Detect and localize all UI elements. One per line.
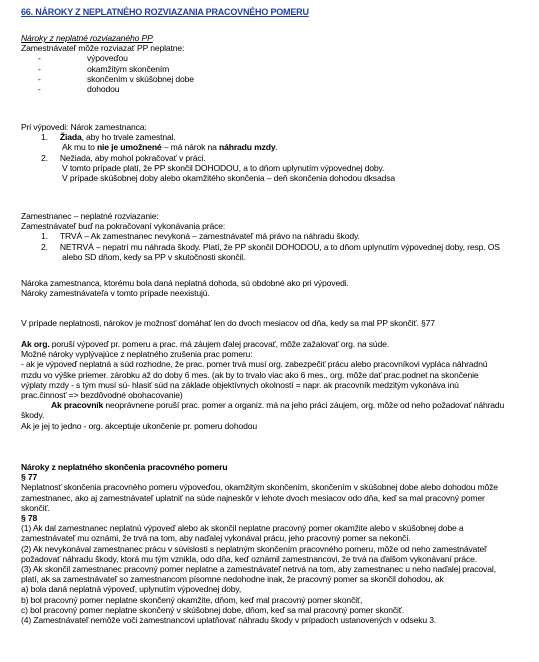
paragraph-line: platí, ak sa zamestnávateľ so zamestnancom písomne nedohodne inak, že pracovný pomer sa skončil dohodou, ak [21,574,444,585]
paragraph-line: prac.činnosť => bezdôvodné obohacovanie) [21,390,183,401]
paragraph-line: (2) Ak nevykonával zamestnanec prácu v súvislosti s neplatným skončením pracovného pomeru, môže od neho zamestnávateľ [21,543,487,554]
paragraph-line: výplaty mzdy - s tým musí sú- hlasiť súd na základe objektívnych okolností = napr. ak pracovník medzitým vykonáva inú [21,379,459,390]
paragraph-number: § 78 [21,513,38,524]
paragraph-line: c) bol pracovný pomer neplatne skončený v skúšobnej dobe, dňom, keď sa mal pracovný pomer skončiť. [21,604,405,615]
paragraph-line: V prípade neplatnosti, nárokov je možnosť domáhať len do dvoch mesiacov od dňa, kedy sa mal PP skončiť. §77 [21,318,435,328]
section-heading: Nároky z neplatného skončenia pracovného pomeru [21,462,228,472]
paragraph-line: - ak je výpoveď neplatná a súd rozhodne, že prac. pomer trvá musí org. zabezpečiť prácu alebo pracovníkovi vypláca náhradnú [21,359,488,370]
list-item: - skončením v skúšobnej dobe [38,73,194,84]
list-item-continuation: V prípade skúšobnej doby alebo okamžitého skončenia – deň skončenia dohodou dksadsa [62,173,395,184]
paragraph-line: zamestnávateľ mu oznámi, že trvá na tom, aby naďalej vykonával prácu, jeho pracovný pomer sa nekončí. [21,533,411,544]
paragraph-line: Ak je jej to jedno - org. akceptuje ukončenie pr. pomeru dohodou [21,420,257,431]
section-agreement [21,278,531,298]
paragraph-line: (4) Zamestnávateľ nemôže voči zamestnancovi uplatňovať náhradu škody v prípadoch ustanovených v odseku 3. [21,615,437,626]
list-item-continuation: alebo SD dňom, kedy sa PP v skutočnosti skončil. [62,251,246,262]
list-item-continuation: V tomto prípade platí, že PP skončil DOHODOU, a to dňom uplynutím výpovednej doby. [62,162,385,173]
section-intro: Pri výpovedi: Nárok zamestnanca: [21,122,147,132]
paragraph-line: požadovať náhradu škody, ktorá mu tým vznikla, odo dňa, keď oznámil zamestnancovi, že trvá na ďalšom vykonávaní práce. [21,553,477,564]
list-item: 1. Žiada, aby ho trvale zamestnal. [41,132,176,143]
paragraph-line: Možné nároky vyplývajúce z neplatného zrušenia prac pomeru: [21,349,253,360]
paragraph-line: Nároka zamestnanca, ktorému bola daná neplatná dohoda, sú obdobné ako pri výpovedi. [21,278,349,288]
paragraph-line: škody. [21,410,45,421]
list-item: - výpoveďou [38,53,128,64]
list-item: 1. TRVÁ – Ak zamestnanec nevykoná – zamestnávateľ má právo na náhradu škody. [41,231,360,242]
section-notice-claims [21,122,531,183]
paragraph-line: zamestnanec, ako aj zamestnávateľ uplatniť na súde najneskôr v lehote dvoch mesiacov odo dňa, keď sa mal pracovný pomer [21,492,485,503]
paragraph-line: Neplatnosť skončenia pracovného pomeru výpoveďou, okamžitým skončením, skončením v skúšobnej dobe alebo dohodou môže [21,482,498,493]
paragraph-line: Zamestnanec – neplatné rozviazanie: [21,211,159,221]
paragraph-line: Ak org. poruší výpoveď pr. pomeru a prac. má záujem ďalej pracovať, môže zažalovať org. na súde. [21,339,390,349]
paragraph-line: a) bola daná neplatná výpoveď, uplynutím výpovednej doby, [21,584,242,595]
page-title: 66. NÁROKY Z NEPLATNÉHO ROZVIAZANIA PRACOVNÉHO POMERU [21,7,309,17]
paragraph-line: (1) Ak dal zamestnanec neplatnú výpoveď alebo ak skončil neplatne pracovný pomer okamžite alebo v skúšobnej dobe a [21,523,464,534]
paragraph-number: § 77 [21,472,38,483]
paragraph-line: mzdu vo výške priemer. zárobku až do doby 6 mes. (ak by to trvalo viac ako 6 mes., org. môže dať prac.podnet na skončenie [21,369,479,380]
paragraph-line: (3) Ak skončil zamestnanec pracovný pomer neplatne a zamestnávateľ netrvá na tom, aby zamestnanec u neho naďalej pracoval, [21,564,496,575]
list-item: 2. NETRVÁ – nepatrí mu náhrada škody. Platí, že PP skončil DOHODOU, a to dňom uplynutím výpovednej doby, resp. OS [41,241,500,252]
list-item: - dohodou [38,84,120,95]
section-deadline [21,318,531,328]
list-item: 2. Nežiada, aby mohol pokračovať v práci. [41,152,206,163]
section-org-violation [21,339,531,431]
section-heading: Nároky z neplatné rozviazaného PP [21,33,153,43]
list-item: - okamžitým skončením [38,63,170,74]
paragraph-line: Ak pracovník neoprávnene poruší prac. pomer a organiz. má na jeho práci záujem, org. môže od neho požadovať náhradu [51,400,505,411]
section-intro: Zamestnávateľ môže rozviazať PP neplatne: [21,43,185,54]
paragraph-line: b) bol pracovný pomer neplatne skončený okamžite, dňom, keď mal pracovný pomer skončiť, [21,594,363,605]
section-invalid-termination [21,33,531,94]
paragraph-line: Zamestnávateľ buď na pokračovaní vykonávania práce: [21,221,226,232]
section-employee-invalid [21,211,531,262]
paragraph-line: Nároky zamestnávateľa v tomto prípade neexistujú. [21,288,210,299]
section-legal-text [21,462,531,625]
list-item-continuation: Ak mu to nie je umožnené – má nárok na náhradu mzdy. [62,142,278,153]
paragraph-line: skončiť. [21,502,50,513]
